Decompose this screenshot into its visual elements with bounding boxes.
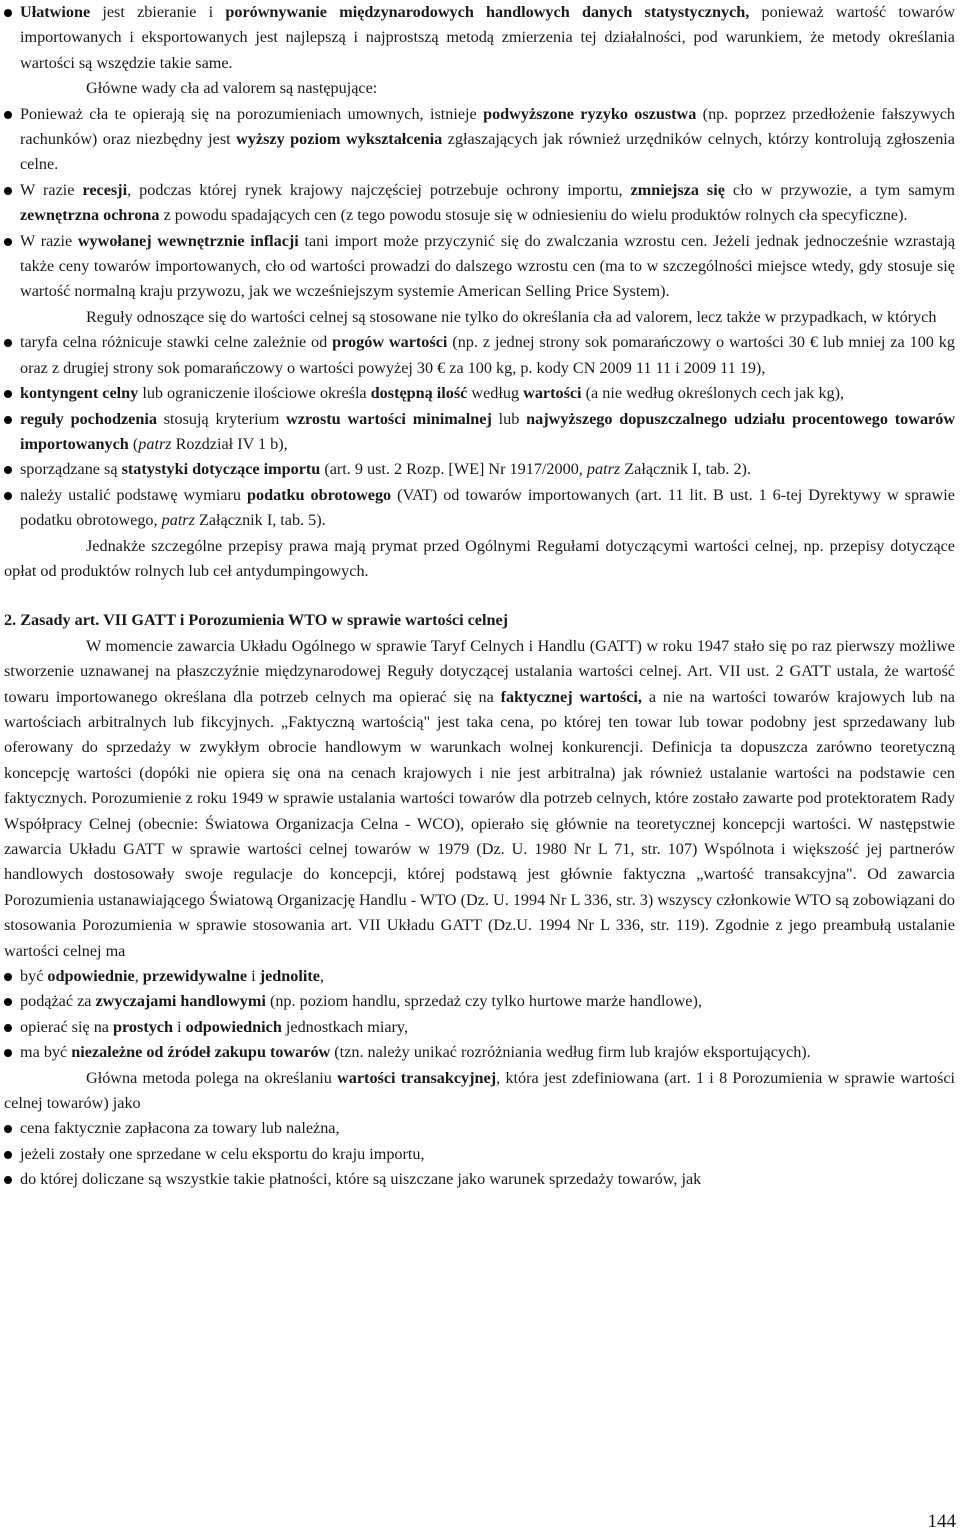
paragraph-text xyxy=(20,333,955,376)
text-run: , która jest zdefiniowana (art. 1 i 8 Porozumienia w sprawie wartości celnej towarów) jako xyxy=(4,1068,956,1113)
paragraph-text xyxy=(20,1145,425,1163)
text-run: ( xyxy=(128,434,139,453)
bullet-icon xyxy=(4,339,12,347)
paragraph-text xyxy=(20,1119,340,1137)
paragraph-text xyxy=(20,384,844,402)
text-run: Główne wady cła ad valorem są następujące: xyxy=(86,79,378,98)
bullet-item xyxy=(4,1116,955,1141)
text-run: (np. poziom handlu, sprzedaż czy tylko hurtowe marże handlowe), xyxy=(265,992,702,1011)
text-run: tani import może przyczynić się do zwalczania wzrostu cen. Jeżeli jednak jednocześnie wzrastają także ceny towarów importowanych, cło od wartości prowadzi do dalszego wzrostu cen (ma to w szczególności miejsce wtedy, gdy stosuje się wartość normalną kraju przywozu, jak we wcześniejszym systemie American Selling Price System). xyxy=(20,231,956,301)
bold-text: 2. Zasady art. VII GATT i Porozumienia WTO w sprawie wartości celnej xyxy=(4,611,509,630)
text-run: i xyxy=(173,1017,186,1036)
bold-text: wartości transakcyjnej xyxy=(337,1068,497,1087)
paragraph-text xyxy=(20,410,955,453)
bullet-icon xyxy=(4,9,12,17)
bullet-item xyxy=(4,1142,955,1167)
paragraph-text xyxy=(20,460,751,478)
paragraph-text xyxy=(20,992,702,1010)
document-page xyxy=(4,0,955,1193)
page-number: 144 xyxy=(927,1511,956,1532)
bold-text: prostych xyxy=(113,1017,173,1036)
bold-text: odpowiednie xyxy=(47,967,135,986)
paragraph-text xyxy=(20,105,955,174)
text-run: , xyxy=(319,967,324,986)
italic-text: patrz xyxy=(161,511,195,530)
text-run: i xyxy=(247,967,260,986)
text-run: lub xyxy=(491,409,527,428)
bullet-icon xyxy=(4,187,12,195)
bold-text: odpowiednich xyxy=(185,1017,282,1036)
bold-text: dostępną ilość xyxy=(370,384,468,403)
bullet-icon xyxy=(4,1024,12,1032)
bullet-icon xyxy=(4,973,12,981)
text-run: należy ustalić podstawę wymiaru xyxy=(20,485,247,504)
text-run: (tzn. należy unikać rozróżniania według firm lub krajów eksportujących). xyxy=(330,1043,811,1062)
text-run: z powodu spadających cen (z tego powodu stosuje się w odniesieniu do wielu produktów rolnych cła specyficzne). xyxy=(159,206,908,225)
text-run: opierać się na xyxy=(20,1017,114,1036)
bullet-item xyxy=(4,1167,955,1192)
text-run: Rozdział IV 1 b), xyxy=(171,434,288,453)
bullet-icon xyxy=(4,1125,12,1133)
bold-text: przewidywalne xyxy=(142,967,248,986)
paragraph xyxy=(4,634,955,964)
section-heading xyxy=(4,608,955,633)
paragraph xyxy=(4,76,955,101)
bullet-item xyxy=(4,1040,955,1065)
bold-text: porównywanie międzynarodowych handlowych danych statystycznych, xyxy=(225,3,750,21)
bullet-icon xyxy=(4,111,12,119)
bullet-icon xyxy=(4,1049,12,1057)
paragraph-text xyxy=(20,1043,811,1061)
bold-text: wywołanej wewnętrznie inflacji xyxy=(77,231,299,250)
bullet-item xyxy=(4,457,955,482)
text-run: jednostkach miary, xyxy=(281,1017,409,1036)
bullet-icon xyxy=(4,416,12,424)
text-run: cena faktycznie zapłacona za towary lub należna, xyxy=(20,1119,340,1138)
bullet-item xyxy=(4,330,955,381)
bold-text: jednolite xyxy=(259,967,320,986)
bullet-icon xyxy=(4,390,12,398)
text-run: taryfa celna różnicuje stawki celne zależnie od xyxy=(20,333,333,352)
paragraph-text xyxy=(20,967,324,985)
text-run: Reguły odnoszące się do wartości celnej są stosowane nie tylko do określania cła ad valorem, lecz także w przypadkach, w których xyxy=(86,307,937,326)
text-run: Załącznik I, tab. 5). xyxy=(194,511,326,530)
bold-text: recesji xyxy=(82,180,128,199)
bullet-icon xyxy=(4,466,12,474)
text-run: do której doliczane są wszystkie takie płatności, które są uiszczane jako warunek sprzedaży towarów, jak xyxy=(20,1170,702,1189)
bullet-icon xyxy=(4,492,12,500)
bold-text: podwyższone ryzyko oszustwa xyxy=(483,104,697,123)
text-run: stosują kryterium xyxy=(156,409,287,428)
bold-text: wartości xyxy=(523,384,582,403)
text-run: Główna metoda polega na określaniu xyxy=(86,1068,338,1087)
text-run: , xyxy=(134,967,143,986)
text-run: , podczas której rynek krajowy najczęściej potrzebuje ochrony importu, xyxy=(127,180,631,199)
bullet-item xyxy=(4,229,955,305)
bold-text: kontyngent celny xyxy=(20,384,139,403)
bold-text: zewnętrzna ochrona xyxy=(20,206,160,225)
bold-text: niezależne od źródeł zakupu towarów xyxy=(71,1043,331,1062)
text-run: Ponieważ cła te opierają się na porozumieniach umownych, istnieje xyxy=(20,104,484,123)
bold-text: wzrostu wartości minimalnej xyxy=(286,409,492,428)
bullet-item xyxy=(4,407,955,458)
text-run: (art. 9 ust. 2 Rozp. [WE] Nr 1917/2000, xyxy=(320,460,587,479)
text-run: ponieważ wartość towarów importowanych i eksportowanych jest najlepszą i najprostszą metodą zmierzenia tej działalności, pod warunkiem, że metody określania wartości są wszędzie takie same. xyxy=(20,3,956,72)
text-run: a nie na wartości towarów krajowych lub na wartościach arbitralnych lub fikcyjnych. „Faktyczną wartością" jest taka cena, po której ten towar lub towar podobny jest sprzedawany lub oferowany do sprzedaży w zwykłym obrocie handlowym w warunkach wolnej konkurencji. Definicja ta dopuszcza zarówno teoretyczną koncepcję wartości (dopóki nie opiera się ona na cenach krajowych i nie jest arbitralna) jak również ustalanie wartości na podstawie cen faktycznych. Porozumienie z roku 1949 w sprawie ustalania wartości towarów dla potrzeb celnych, które zostało zawarte pod protektoratem Rady Współpracy Celnej (obecnie: Światowa Organizacja Celna - WCO), opierało się głównie na teoretycznej koncepcji wartości. W następstwie zawarcia Układu GATT w sprawie wartości celnej towarów w 1979 (Dz. U. 1980 Nr L 71, str. 107) Wspólnota i większość jej partnerów handlowych dostosowały swoje regulacje do koncepcji, której podstawą jest głównie faktyczna „wartość transakcyjna". Od zawarcia Porozumienia ustanawiającego Światową Organizację Handlu - WTO (Dz. U. 1994 Nr L 336, str. 3) wszyscy członkowie WTO są zobowiązani do stosowania Porozumienia w sprawie stosowania art. VII Układu GATT (Dz.U. 1994 Nr L 336, str. 119). Zgodnie z jego preambułą ustalanie wartości celnej ma xyxy=(4,687,955,960)
text-run: W razie xyxy=(20,231,78,250)
text-run: Załącznik I, tab. 2). xyxy=(620,460,751,479)
bullet-item xyxy=(4,381,955,406)
bold-text: progów wartości xyxy=(332,333,448,352)
paragraph-text xyxy=(20,232,955,301)
paragraph xyxy=(4,534,955,585)
paragraph xyxy=(4,1066,955,1117)
text-run: zgłaszających jak również urzędników celnych, którzy kontrolują zgłoszenia celne. xyxy=(20,130,955,174)
bullet-item xyxy=(4,964,955,989)
paragraph-text xyxy=(20,3,955,72)
bullet-icon xyxy=(4,1151,12,1159)
bold-text: faktycznej wartości, xyxy=(500,687,642,706)
italic-text: patrz xyxy=(586,460,621,479)
bold-text: reguły pochodzenia xyxy=(20,409,157,428)
text-run: jest zbieranie i xyxy=(90,3,226,21)
text-run: być xyxy=(20,967,48,986)
text-run: ma być xyxy=(20,1043,72,1062)
bold-text: wyższy poziom wykształcenia xyxy=(236,130,443,149)
paragraph xyxy=(4,305,955,330)
bullet-icon xyxy=(4,1176,12,1184)
bullet-item xyxy=(4,0,955,76)
bold-text: zmniejsza się xyxy=(630,180,725,199)
text-run: według xyxy=(467,384,524,403)
paragraph-text xyxy=(20,486,955,529)
bullet-icon xyxy=(4,238,12,246)
text-run: sporządzane są xyxy=(20,460,122,479)
bold-text: zwyczajami handlowymi xyxy=(95,992,266,1011)
bullet-item xyxy=(4,102,955,178)
text-run: W momencie zawarcia Układu Ogólnego w sprawie Taryf Celnych i Handlu (GATT) w roku 1947 stało się po raz pierwszy możliwe stworzenie uznawanej na płaszczyźnie międzynarodowej Reguły dotyczącej ustalania wartości celnej. Art. VII ust. 2 GATT ustala, że wartość towaru importowanego określana dla potrzeb celnych ma opierać się na xyxy=(4,636,955,706)
text-run: lub ograniczenie ilościowe określa xyxy=(138,384,371,403)
text-run: podążać za xyxy=(20,992,96,1011)
text-run: jeżeli zostały one sprzedane w celu eksportu do kraju importu, xyxy=(20,1144,425,1163)
paragraph-text xyxy=(20,1170,701,1188)
text-run: cło w przywozie, a tym samym xyxy=(724,180,955,199)
bold-text: statystyki dotyczące importu xyxy=(121,460,321,479)
bullet-item xyxy=(4,1015,955,1040)
paragraph-text xyxy=(20,181,955,224)
bold-text: Ułatwione xyxy=(20,3,91,21)
bold-text: najwyższego dopuszczalnego udziału procentowego towarów importowanych xyxy=(20,409,956,453)
text-run: W razie xyxy=(20,180,83,199)
paragraph-text xyxy=(20,1018,408,1036)
bullet-item xyxy=(4,178,955,229)
text-run: (np. z jednej strony sok pomarańczowy o wartości 30 € lub mniej za 100 kg oraz z drugiej strony sok pomarańczowy o wartości powyżej 30 € za 100 kg, p. kody CN 2009 11 11 i 2009 11 19), xyxy=(20,333,955,377)
text-run: (VAT) od towarów importowanych (art. 11 lit. B ust. 1 6-tej Dyrektywy w sprawie podatku obrotowego, xyxy=(20,485,955,530)
bullet-item xyxy=(4,483,955,534)
bullet-icon xyxy=(4,998,12,1006)
bullet-item xyxy=(4,989,955,1014)
text-run: (a nie według określonych cech jak kg), xyxy=(581,384,845,403)
bold-text: podatku obrotowego xyxy=(246,485,392,504)
text-run: Jednakże szczególne przepisy prawa mają prymat przed Ogólnymi Regułami dotyczącymi wartości celnej, np. przepisy dotyczące opłat od produktów rolnych lub ceł antydumpingowych. xyxy=(4,536,955,580)
text-run: (np. poprzez przedłożenie fałszywych rachunków) oraz niezbędny jest xyxy=(20,104,955,149)
italic-text: patrz xyxy=(138,434,172,453)
